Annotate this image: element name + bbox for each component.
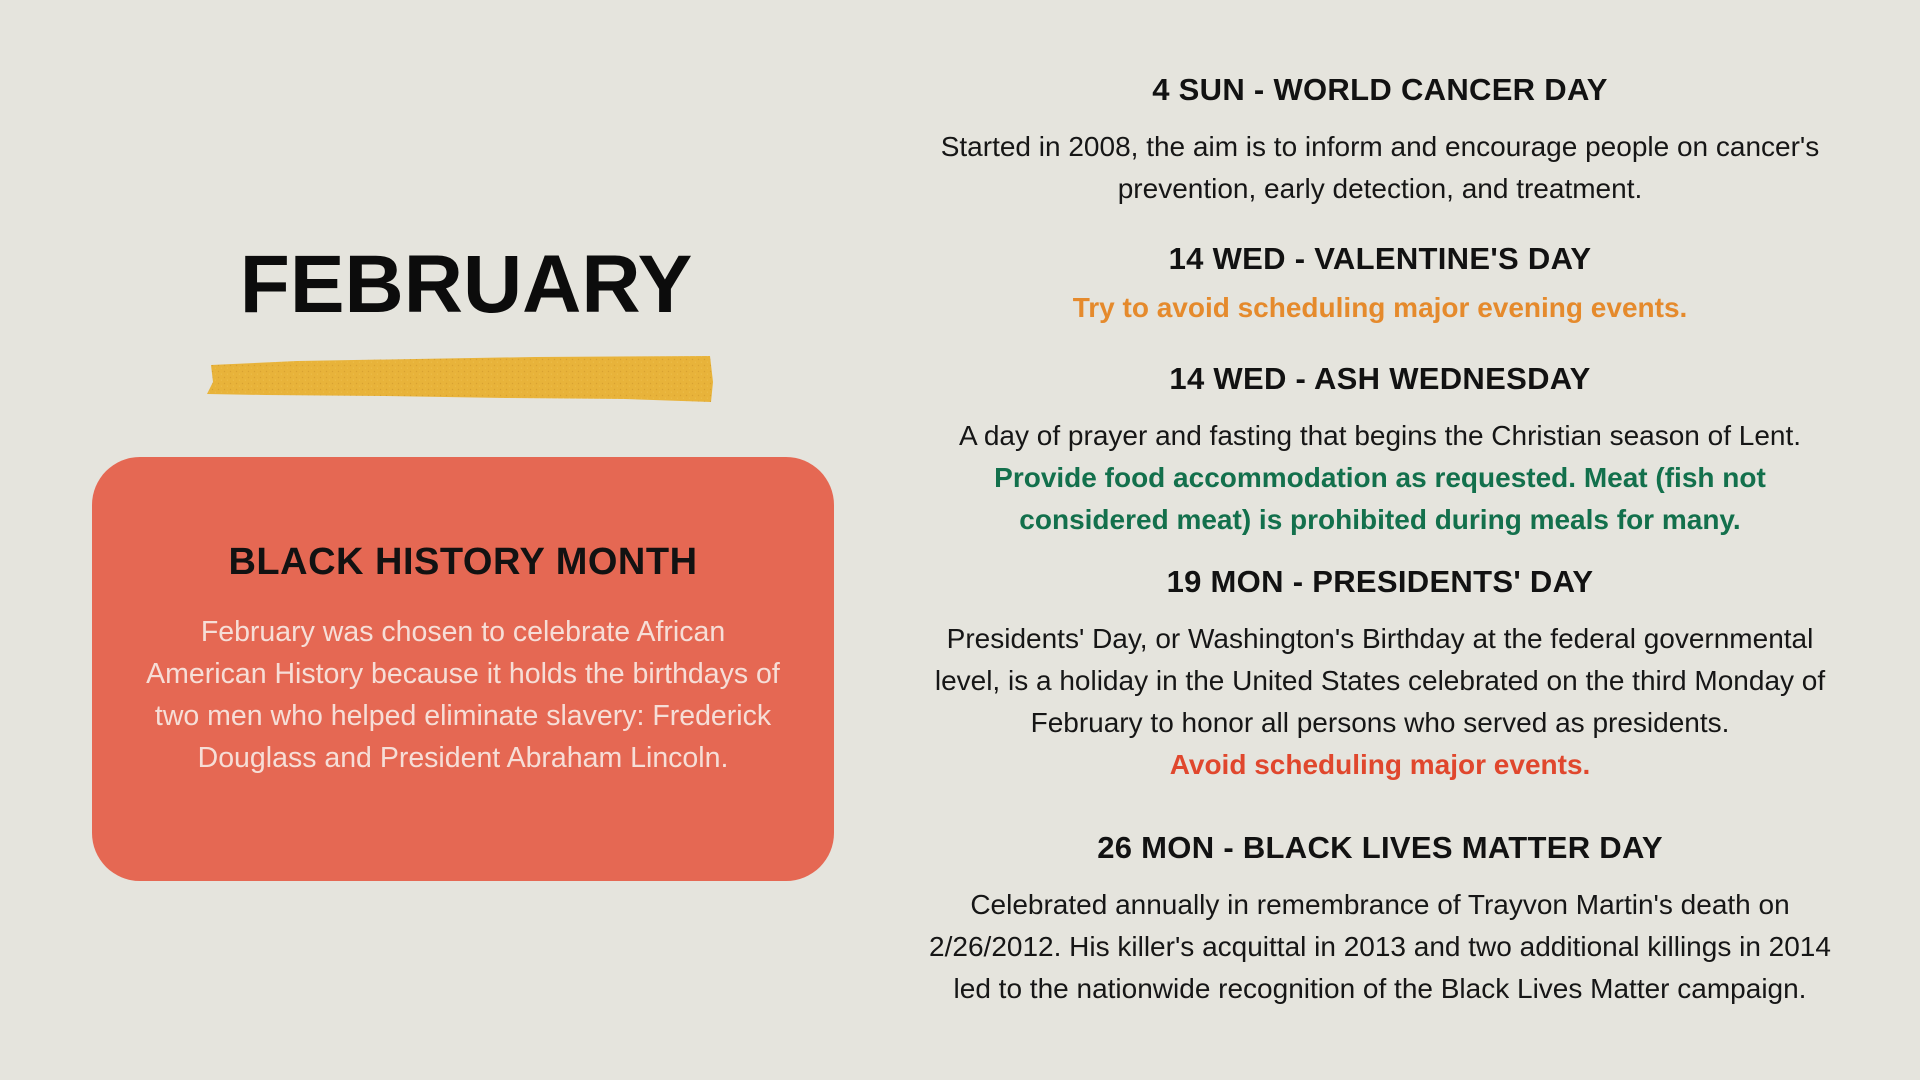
event-description-line: level, is a holiday in the United States celebrated on the third Monday of — [934, 665, 1826, 696]
card-description — [118, 611, 808, 779]
card-title: BLACK HISTORY MONTH — [228, 541, 698, 583]
card-description-line: two men who helped eliminate slavery: Frederick — [154, 700, 772, 732]
event-description-black-lives-matter-day — [870, 884, 1890, 1010]
event-heading-ash-wednesday: 14 WED - ASH WEDNESDAY — [1169, 361, 1591, 396]
events-list — [870, 0, 1890, 1080]
event-note-line: considered meat) is prohibited during meals for many. — [1019, 504, 1741, 535]
month-title: FEBRUARY — [239, 239, 693, 330]
card-description-line: American History because it holds the birthdays of — [146, 658, 780, 690]
event-description-line: prevention, early detection, and treatment. — [1117, 173, 1643, 204]
event-heading-presidents-day: 19 MON - PRESIDENTS' DAY — [1166, 564, 1594, 599]
card-description-line: February was chosen to celebrate African — [200, 616, 726, 648]
event-note-line: Provide food accommodation as requested. Meat (fish not — [994, 462, 1766, 493]
event-heading-black-lives-matter-day: 26 MON - BLACK LIVES MATTER DAY — [1097, 830, 1663, 865]
black-history-month-card — [92, 457, 834, 881]
highlight-brushstroke — [205, 352, 715, 404]
event-description-line: led to the nationwide recognition of the Black Lives Matter campaign. — [953, 973, 1807, 1004]
event-heading-world-cancer-day: 4 SUN - WORLD CANCER DAY — [1152, 72, 1608, 107]
event-description-line: A day of prayer and fasting that begins the Christian season of Lent. — [958, 420, 1802, 451]
event-description-world-cancer-day — [870, 126, 1890, 210]
event-description-ash-wednesday — [870, 415, 1890, 541]
event-description-line: Presidents' Day, or Washington's Birthday at the federal governmental — [946, 623, 1814, 654]
event-description-line: Celebrated annually in remembrance of Trayvon Martin's death on — [970, 889, 1790, 920]
event-description-line: Started in 2008, the aim is to inform and encourage people on cancer's — [940, 131, 1820, 162]
event-description-presidents-day — [870, 618, 1890, 786]
event-description-line: February to honor all persons who served as presidents. — [1030, 707, 1730, 738]
event-description-line: 2/26/2012. His killer's acquittal in 2013 and two additional killings in 2014 — [929, 931, 1831, 962]
event-note-line: Avoid scheduling major events. — [1169, 749, 1591, 780]
card-description-line: Douglass and President Abraham Lincoln. — [197, 742, 729, 774]
event-heading-valentines-day: 14 WED - VALENTINE'S DAY — [1168, 241, 1592, 276]
event-note-valentines-day: Try to avoid scheduling major evening events. — [1072, 292, 1688, 323]
